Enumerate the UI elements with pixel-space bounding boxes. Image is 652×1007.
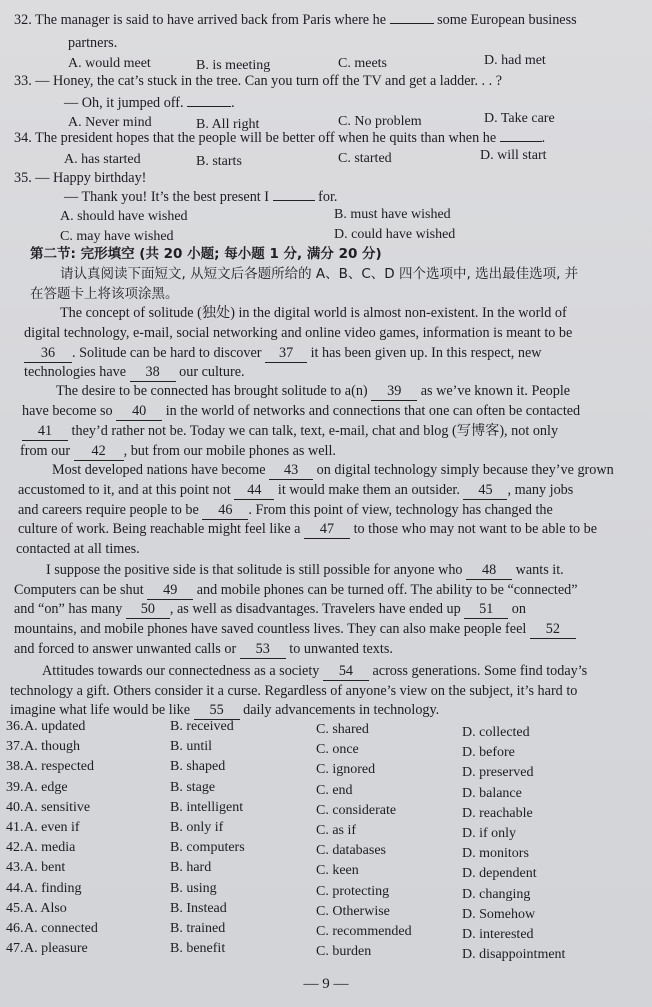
choice-number: 39. bbox=[6, 779, 24, 795]
choice-number: 40. bbox=[6, 799, 24, 815]
choice-option-d: D. Somehow bbox=[462, 906, 536, 922]
answer-blank bbox=[273, 200, 315, 201]
passage-line: contacted at all times. bbox=[16, 541, 140, 557]
passage-line: have become so 40 in the world of networks and connections that one can often be contacted bbox=[22, 403, 581, 419]
option-c: C. started bbox=[338, 151, 392, 166]
blank-39: 39 bbox=[371, 383, 417, 401]
choice-option-a: A. though bbox=[24, 739, 80, 755]
choice-option-d: D. dependent bbox=[462, 866, 537, 882]
passage-line: culture of work. Being reachable might feel like a 47 to those who may not want to be able to be bbox=[18, 521, 598, 537]
passage-line: The desire to be connected has brought solitude to a(n) 39 as we’ve known it. People bbox=[56, 383, 571, 399]
choice-option-a: A. connected bbox=[24, 921, 98, 936]
choice-number: 43. bbox=[6, 860, 24, 876]
passage-line: imagine what life would be like 55 daily advancements in technology. bbox=[10, 702, 440, 718]
option-d: D. had met bbox=[484, 53, 546, 68]
blank-50: 50 bbox=[126, 601, 170, 619]
option-a: A. would meet bbox=[68, 56, 151, 71]
choice-option-d: D. collected bbox=[462, 725, 530, 740]
option-d: D. could have wished bbox=[334, 227, 456, 242]
choice-number: 42. bbox=[6, 840, 24, 856]
passage-line: digital technology, e-mail, social networking and online video games, information is meant to be bbox=[24, 325, 573, 341]
question-33 bbox=[14, 73, 502, 90]
choice-option-a: A. bent bbox=[24, 860, 66, 876]
choice-option-c: C. protecting bbox=[316, 883, 390, 899]
choice-option-c: C. ignored bbox=[316, 762, 376, 778]
choice-option-c: C. end bbox=[316, 782, 353, 798]
option-b: B. is meeting bbox=[196, 58, 271, 73]
choice-option-b: B. computers bbox=[170, 840, 245, 856]
choice-number: 41. bbox=[6, 820, 24, 835]
blank-37: 37 bbox=[265, 345, 307, 363]
question-text: some European business bbox=[437, 12, 577, 28]
choice-option-a: A. pleasure bbox=[24, 941, 88, 957]
question-text: The manager is said to have arrived back from Paris where he bbox=[35, 12, 387, 28]
section-instructions: 在答题卡上将该项涂黑。 bbox=[30, 286, 179, 302]
choice-number: 38. bbox=[6, 759, 24, 775]
choice-option-a: A. updated bbox=[24, 719, 86, 734]
option-b: B. must have wished bbox=[334, 207, 451, 222]
choice-option-d: D. interested bbox=[462, 927, 534, 942]
question-35 bbox=[14, 170, 146, 187]
option-c: C. may have wished bbox=[60, 229, 174, 244]
choice-number: 37. bbox=[6, 739, 24, 755]
passage-line: mountains, and mobile phones have saved countless lives. They can also make people feel 52 bbox=[14, 621, 576, 639]
question-text: — Thank you! It’s the best present I bbox=[64, 189, 270, 205]
choice-option-c: C. burden bbox=[316, 944, 372, 960]
passage-line: technologies have 38 our culture. bbox=[24, 364, 245, 380]
choice-option-a: A. sensitive bbox=[24, 799, 91, 815]
question-34: 34. The president hopes that the people will be better off when he quits than when he . bbox=[14, 130, 546, 146]
question-text: — Happy birthday! bbox=[35, 170, 147, 186]
blank-45: 45 bbox=[463, 482, 507, 500]
choice-option-b: B. benefit bbox=[170, 941, 226, 957]
choice-option-c: C. keen bbox=[316, 863, 359, 879]
choice-option-b: B. intelligent bbox=[170, 799, 244, 815]
question-text: The president hopes that the people will be better off when he quits than when he bbox=[35, 130, 497, 146]
choice-number: 36. bbox=[6, 719, 24, 734]
question-number: 33. bbox=[14, 73, 32, 89]
choice-number: 47. bbox=[6, 941, 24, 957]
choice-option-b: B. until bbox=[170, 739, 213, 755]
blank-40: 40 bbox=[116, 403, 162, 421]
passage-line: Most developed nations have become 43 on digital technology simply because they’ve grown bbox=[52, 462, 614, 478]
option-d: D. Take care bbox=[484, 111, 555, 126]
choice-option-d: D. monitors bbox=[462, 846, 529, 862]
choice-option-d: D. preserved bbox=[462, 765, 534, 781]
choice-option-d: D. balance bbox=[462, 785, 522, 801]
choice-option-b: B. stage bbox=[170, 779, 216, 795]
blank-36: 36 bbox=[24, 345, 72, 363]
blank-51: 51 bbox=[464, 601, 508, 619]
choice-option-d: D. disappointment bbox=[462, 947, 566, 963]
choice-option-a: A. respected bbox=[24, 759, 94, 775]
choice-option-d: D. before bbox=[462, 745, 515, 761]
passage-line: technology a gift. Others consider it a curse. Regardless of anyone’s view on the subject, it’s hard to bbox=[10, 683, 578, 699]
option-c: C. No problem bbox=[338, 114, 422, 129]
question-32 bbox=[14, 12, 577, 29]
section-title: 第二节: 完形填空 (共 20 小题; 每小题 1 分, 满分 20 分) bbox=[30, 246, 382, 262]
blank-53: 53 bbox=[240, 641, 286, 659]
question-number: 35. bbox=[14, 170, 32, 186]
blank-52: 52 bbox=[530, 621, 576, 639]
choice-option-a: A. Also bbox=[24, 900, 67, 916]
passage-line: Attitudes towards our connectedness as a society 54 across generations. Some find today’s bbox=[42, 663, 588, 679]
choice-option-c: C. once bbox=[316, 742, 359, 758]
choice-option-c: C. considerate bbox=[316, 802, 397, 818]
choice-option-b: B. hard bbox=[170, 860, 212, 876]
answer-blank bbox=[187, 106, 231, 107]
choice-option-b: B. trained bbox=[170, 921, 226, 936]
option-c: C. meets bbox=[338, 56, 387, 71]
option-b: B. All right bbox=[196, 117, 260, 132]
choice-option-d: D. changing bbox=[462, 886, 531, 902]
question-number: 32. bbox=[14, 12, 32, 28]
passage-line: and forced to answer unwanted calls or 53 to unwanted texts. bbox=[14, 641, 393, 657]
blank-46: 46 bbox=[202, 502, 248, 520]
passage-line: from our 42 , but from our mobile phones as well. bbox=[20, 443, 336, 459]
option-a: A. should have wished bbox=[60, 209, 188, 224]
choice-option-b: B. Instead bbox=[170, 900, 227, 916]
choice-option-c: C. Otherwise bbox=[316, 903, 390, 919]
option-a: A. has started bbox=[64, 152, 141, 167]
blank-44: 44 bbox=[234, 482, 274, 500]
choice-number: 45. bbox=[6, 900, 24, 916]
question-text: — Oh, it jumped off. bbox=[64, 95, 184, 111]
answer-blank bbox=[390, 23, 434, 24]
option-a: A. Never mind bbox=[68, 115, 152, 130]
question-text: partners. bbox=[68, 35, 118, 51]
question-33-line2: — Oh, it jumped off. . bbox=[64, 95, 235, 111]
passage-line: Computers can be shut 49 and mobile phones can be turned off. The ability to be “connected” bbox=[14, 582, 578, 598]
choice-option-a: A. media bbox=[24, 840, 76, 856]
choice-option-b: B. using bbox=[170, 880, 217, 896]
choice-option-c: C. databases bbox=[316, 843, 386, 859]
choice-option-a: A. finding bbox=[24, 880, 82, 896]
blank-48: 48 bbox=[466, 562, 512, 580]
section-instructions: 请认真阅读下面短文, 从短文后各题所给的 A、B、C、D 四个选项中, 选出最佳选项, 并 bbox=[60, 266, 579, 282]
page-number: — 9 — bbox=[303, 976, 349, 992]
passage-line: and “on” has many 50 , as well as disadvantages. Travelers have ended up 51 on bbox=[14, 601, 526, 617]
option-d: D. will start bbox=[480, 148, 547, 163]
choice-option-b: B. only if bbox=[170, 820, 224, 835]
question-text: for. bbox=[318, 189, 338, 205]
blank-47: 47 bbox=[304, 521, 350, 539]
choice-option-a: A. edge bbox=[24, 779, 68, 795]
question-text: — Honey, the cat’s stuck in the tree. Can you turn off the TV and get a ladder. . . ? bbox=[35, 73, 503, 89]
blank-41: 41 bbox=[22, 423, 68, 441]
choice-number: 44. bbox=[6, 880, 24, 896]
choice-number: 46. bbox=[6, 921, 24, 936]
option-b: B. starts bbox=[196, 154, 242, 169]
choice-option-c: C. as if bbox=[316, 823, 357, 838]
blank-43: 43 bbox=[269, 462, 313, 480]
choice-option-c: C. recommended bbox=[316, 924, 412, 939]
choice-option-b: B. shaped bbox=[170, 759, 226, 775]
passage-line: The concept of solitude (独处) in the digital world is almost non-existent. In the world of bbox=[60, 305, 567, 321]
blank-42: 42 bbox=[74, 443, 124, 461]
passage-line: 41 they’d rather not be. Today we can talk, text, e-mail, chat and blog (写博客), not only bbox=[22, 423, 558, 441]
passage-line: I suppose the positive side is that solitude is still possible for anyone who 48 wants it. bbox=[46, 562, 564, 578]
answer-blank bbox=[500, 141, 542, 142]
choice-option-c: C. shared bbox=[316, 722, 369, 737]
passage-line: and careers require people to be 46 . From this point of view, technology has changed the bbox=[18, 502, 553, 518]
choice-option-b: B. received bbox=[170, 719, 234, 734]
choice-option-a: A. even if bbox=[24, 820, 80, 835]
passage-line: accustomed to it, and at this point not 44 it would make them an outsider. 45 , many jobs bbox=[18, 482, 574, 498]
blank-38: 38 bbox=[130, 364, 176, 382]
passage-line: 36 . Solitude can be hard to discover 37 it has been given up. In this respect, new bbox=[24, 345, 542, 363]
choice-option-d: D. if only bbox=[462, 826, 517, 841]
blank-55: 55 bbox=[194, 702, 240, 720]
question-number: 34. bbox=[14, 130, 32, 146]
blank-54: 54 bbox=[323, 663, 369, 681]
choice-option-d: D. reachable bbox=[462, 805, 533, 821]
question-35-line2 bbox=[64, 189, 337, 206]
blank-49: 49 bbox=[147, 582, 193, 600]
